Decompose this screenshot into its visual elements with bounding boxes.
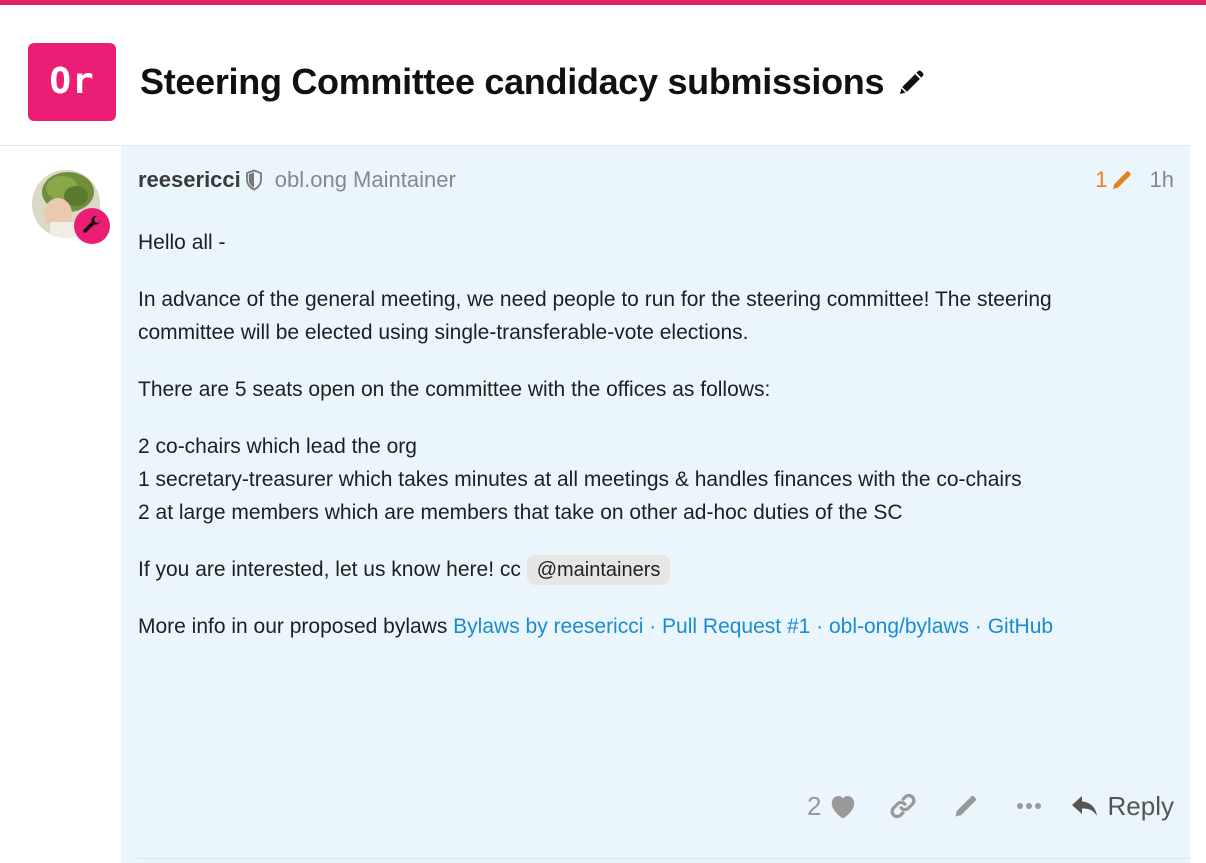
like-button[interactable]: [828, 786, 858, 826]
office-item: 1 secretary-treasurer which takes minutes at all meetings & handles finances with the co-chairs: [138, 468, 1022, 491]
heart-icon: [828, 792, 858, 820]
edit-count: 1: [1095, 167, 1108, 192]
post-body: [138, 226, 1148, 667]
reply-button[interactable]: [1070, 791, 1174, 822]
ellipsis-icon: [1016, 802, 1042, 810]
post-card: [121, 146, 1190, 863]
post-bottom-divider: [138, 858, 1190, 859]
pencil-icon: [952, 792, 980, 820]
more-info-text: More info in our proposed bylaws: [138, 615, 454, 638]
post-info: [1095, 166, 1174, 194]
reply-icon: [1070, 794, 1100, 818]
username-link[interactable]: reesericci: [138, 167, 241, 192]
topic-title-wrap: [140, 57, 930, 107]
pencil-icon: [1110, 168, 1134, 192]
edit-history-button[interactable]: [1095, 167, 1133, 193]
post-actions: [807, 786, 1174, 826]
like-count[interactable]: 2: [807, 790, 822, 821]
link-icon: [888, 791, 918, 821]
edit-post-button[interactable]: [952, 786, 980, 826]
reply-label: Reply: [1107, 790, 1174, 821]
post-paragraph-more-info: [138, 610, 1148, 643]
office-item: 2 co-chairs which lead the org: [138, 435, 417, 458]
copy-link-button[interactable]: [888, 786, 918, 826]
topic-title[interactable]: Steering Committee candidacy submissions: [140, 61, 885, 102]
post-date[interactable]: 1h: [1149, 167, 1174, 192]
group-mention[interactable]: @maintainers: [527, 555, 671, 585]
topic-header: [0, 5, 1206, 145]
user-title: obl.ong Maintainer: [274, 167, 456, 192]
offices-list: [138, 430, 1148, 529]
moderator-wrench-badge: [74, 208, 110, 244]
post-paragraph-interest: [138, 553, 1148, 586]
post-paragraph-intro: In advance of the general meeting, we need people to run for the steering committee! The steering committee will be elected using single-transferable-vote elections.: [138, 288, 1052, 344]
shield-icon: [245, 169, 263, 191]
office-item: 2 at large members which are members that take on other ad-hoc duties of the SC: [138, 501, 903, 524]
post-author-meta: [138, 166, 456, 194]
interest-text: If you are interested, let us know here! cc: [138, 558, 527, 581]
site-logo[interactable]: Or: [28, 43, 116, 121]
more-actions-button[interactable]: [1016, 786, 1042, 826]
edit-title-icon[interactable]: [894, 64, 930, 100]
post-paragraph-seats: There are 5 seats open on the committee with the offices as follows:: [138, 378, 771, 401]
bylaws-link[interactable]: Bylaws by reesericci · Pull Request #1 · obl-ong/bylaws · GitHub: [453, 615, 1054, 638]
post-greeting: Hello all -: [138, 231, 226, 254]
